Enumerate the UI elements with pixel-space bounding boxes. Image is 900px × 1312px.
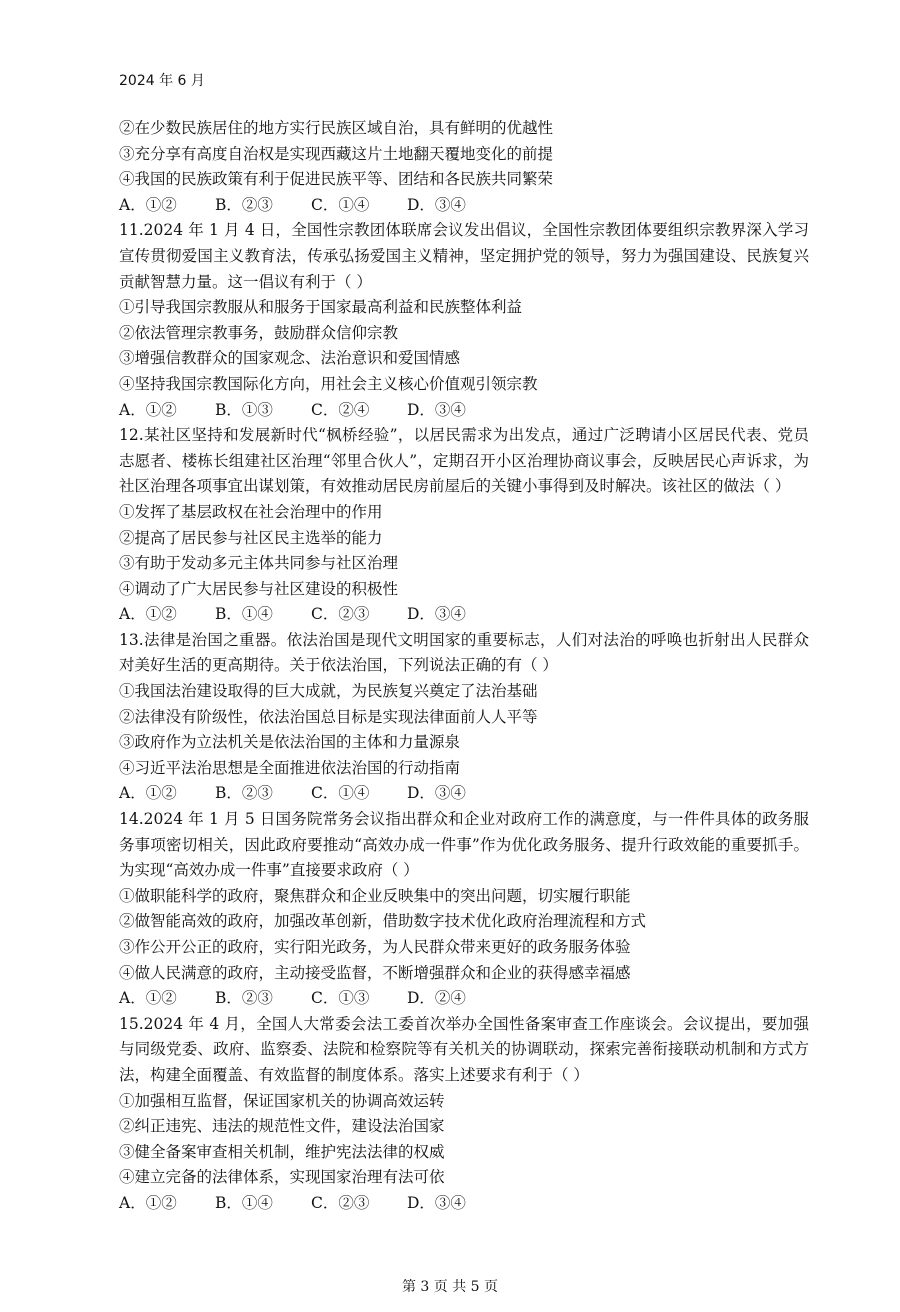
question-stem: 14.2024 年 1 月 5 日国务院常务会议指出群众和企业对政府工作的满意度，与一件件具体的政务服务事项密切相关，因此政府要推动“高效办成一件事”作为优化政务服务、提升行政效能的重要抓手。为实现“高效办成一件事”直接要求政府（ ） [119, 810, 809, 880]
option-line: ②提高了居民参与社区民主选举的能力 [119, 528, 383, 547]
option-line: ③作公开公正的政府，实行阳光政务，为人民群众带来更好的政务服务体验 [119, 938, 631, 956]
option-line: ③充分享有高度自治权是实现西藏这片土地翻天覆地变化的前提 [119, 144, 554, 163]
choice-a: A．①② [119, 605, 177, 624]
option-line: ①引导我国宗教服从和服务于国家最高利益和民族整体利益 [119, 298, 523, 317]
option-line: ②法律没有阶级性，依法治国总目标是实现法律面前人人平等 [119, 707, 538, 726]
choice-a: A．①② [119, 1193, 177, 1212]
choice-c: C．①④ [311, 784, 370, 803]
page-header-date: 2024 年 6 月 [119, 73, 205, 89]
choice-d: D．③④ [407, 195, 466, 214]
choice-c: C．①④ [311, 195, 370, 214]
choice-d: D．③④ [407, 1193, 466, 1212]
question-10-tail [119, 116, 809, 218]
choice-b: B．②③ [215, 989, 273, 1008]
option-line: ④习近平法治思想是全面推进依法治国的行动指南 [119, 758, 461, 777]
option-line: ①我国法治建设取得的巨大成就，为民族复兴奠定了法治基础 [119, 682, 538, 701]
question-content [119, 116, 809, 1217]
choice-b: B．①④ [215, 1193, 273, 1212]
answer-choices [119, 1191, 809, 1217]
choice-b: B．①③ [215, 400, 273, 419]
choice-d: D．②④ [407, 989, 466, 1008]
option-line: ②纠正违宪、违法的规范性文件，建设法治国家 [119, 1117, 445, 1136]
choice-c: C．①③ [311, 989, 370, 1008]
option-line: ④我国的民族政策有利于促进民族平等、团结和各民族共同繁荣 [119, 170, 554, 189]
choice-a: A．①② [119, 989, 177, 1008]
option-line: ①做职能科学的政府，聚焦群众和企业反映集中的突出问题，切实履行职能 [119, 886, 631, 905]
option-line: ②依法管理宗教事务，鼓励群众信仰宗教 [119, 323, 399, 342]
option-line: ③有助于发动多元主体共同参与社区治理 [119, 554, 399, 573]
question-12 [119, 423, 809, 628]
page-number: 第 3 页 共 5 页 [401, 1279, 499, 1295]
option-line: ②在少数民族居住的地方实行民族区域自治，具有鲜明的优越性 [119, 119, 554, 137]
answer-choices [119, 193, 809, 219]
choice-d: D．③④ [407, 784, 466, 803]
question-stem: 13.法律是治国之重器。依法治国是现代文明国家的重要标志，人们对法治的呼唤也折射出人民群众对美好生活的更高期待。关于依法治国，下列说法正确的有（ ） [119, 630, 809, 675]
question-stem: 12.某社区坚持和发展新时代“枫桥经验”，以居民需求为出发点，通过广泛聘请小区居民代表、党员志愿者、楼栋长组建社区治理“邻里合伙人”，定期召开小区治理协商议事会，反映居民心声诉求，为社区治理各项事宜出谋划策，有效推动居民房前屋后的关键小事得到及时解决。该社区的做法（ ） [119, 426, 809, 496]
choice-d: D．③④ [407, 605, 466, 624]
choice-a: A．①② [119, 784, 177, 803]
option-line: ③健全备案审查相关机制，维护宪法法律的权威 [119, 1142, 445, 1161]
choice-b: B．②③ [215, 195, 273, 214]
option-line: ④调动了广大居民参与社区建设的积极性 [119, 579, 399, 598]
question-stem: 11.2024 年 1 月 4 日，全国性宗教团体联席会议发出倡议，全国性宗教团体要组织宗教界深入学习宣传贯彻爱国主义教育法，传承弘扬爱国主义精神，坚定拥护党的领导，努力为强国建设、民族复兴贡献智慧力量。这一倡议有利于（ ） [119, 221, 809, 291]
option-line: ③增强信教群众的国家观念、法治意识和爱国情感 [119, 349, 461, 368]
question-stem: 15.2024 年 4 月，全国人大常委会法工委首次举办全国性备案审查工作座谈会。会议提出，要加强与同级党委、政府、监察委、法院和检察院等有关机关的协调联动，探索完善衔接联动机制和方式方法，构建全面覆盖、有效监督的制度体系。落实上述要求有利于（ ） [119, 1014, 809, 1084]
answer-choices [119, 986, 809, 1012]
choice-d: D．③④ [407, 400, 466, 419]
answer-choices [119, 398, 809, 424]
question-13 [119, 628, 809, 807]
choice-b: B．②③ [215, 784, 273, 803]
option-line: ④做人民满意的政府，主动接受监督，不断增强群众和企业的获得感幸福感 [119, 963, 631, 982]
choice-b: B．①④ [215, 605, 273, 624]
choice-c: C．②④ [311, 400, 370, 419]
question-14 [119, 807, 809, 1012]
option-line: ④坚持我国宗教国际化方向，用社会主义核心价值观引领宗教 [119, 374, 538, 393]
option-line: ②做智能高效的政府，加强改革创新，借助数字技术优化政府治理流程和方式 [119, 912, 647, 931]
choice-a: A．①② [119, 195, 177, 214]
choice-c: C．②③ [311, 1193, 370, 1212]
choice-a: A．①② [119, 400, 177, 419]
option-line: ①加强相互监督，保证国家机关的协调高效运转 [119, 1091, 445, 1110]
answer-choices [119, 781, 809, 807]
answer-choices [119, 602, 809, 628]
option-line: ④建立完备的法律体系，实现国家治理有法可依 [119, 1168, 445, 1187]
question-11 [119, 218, 809, 423]
choice-c: C．②③ [311, 605, 370, 624]
option-line: ①发挥了基层政权在社会治理中的作用 [119, 502, 383, 521]
option-line: ③政府作为立法机关是依法治国的主体和力量源泉 [119, 733, 461, 752]
question-15 [119, 1012, 809, 1217]
